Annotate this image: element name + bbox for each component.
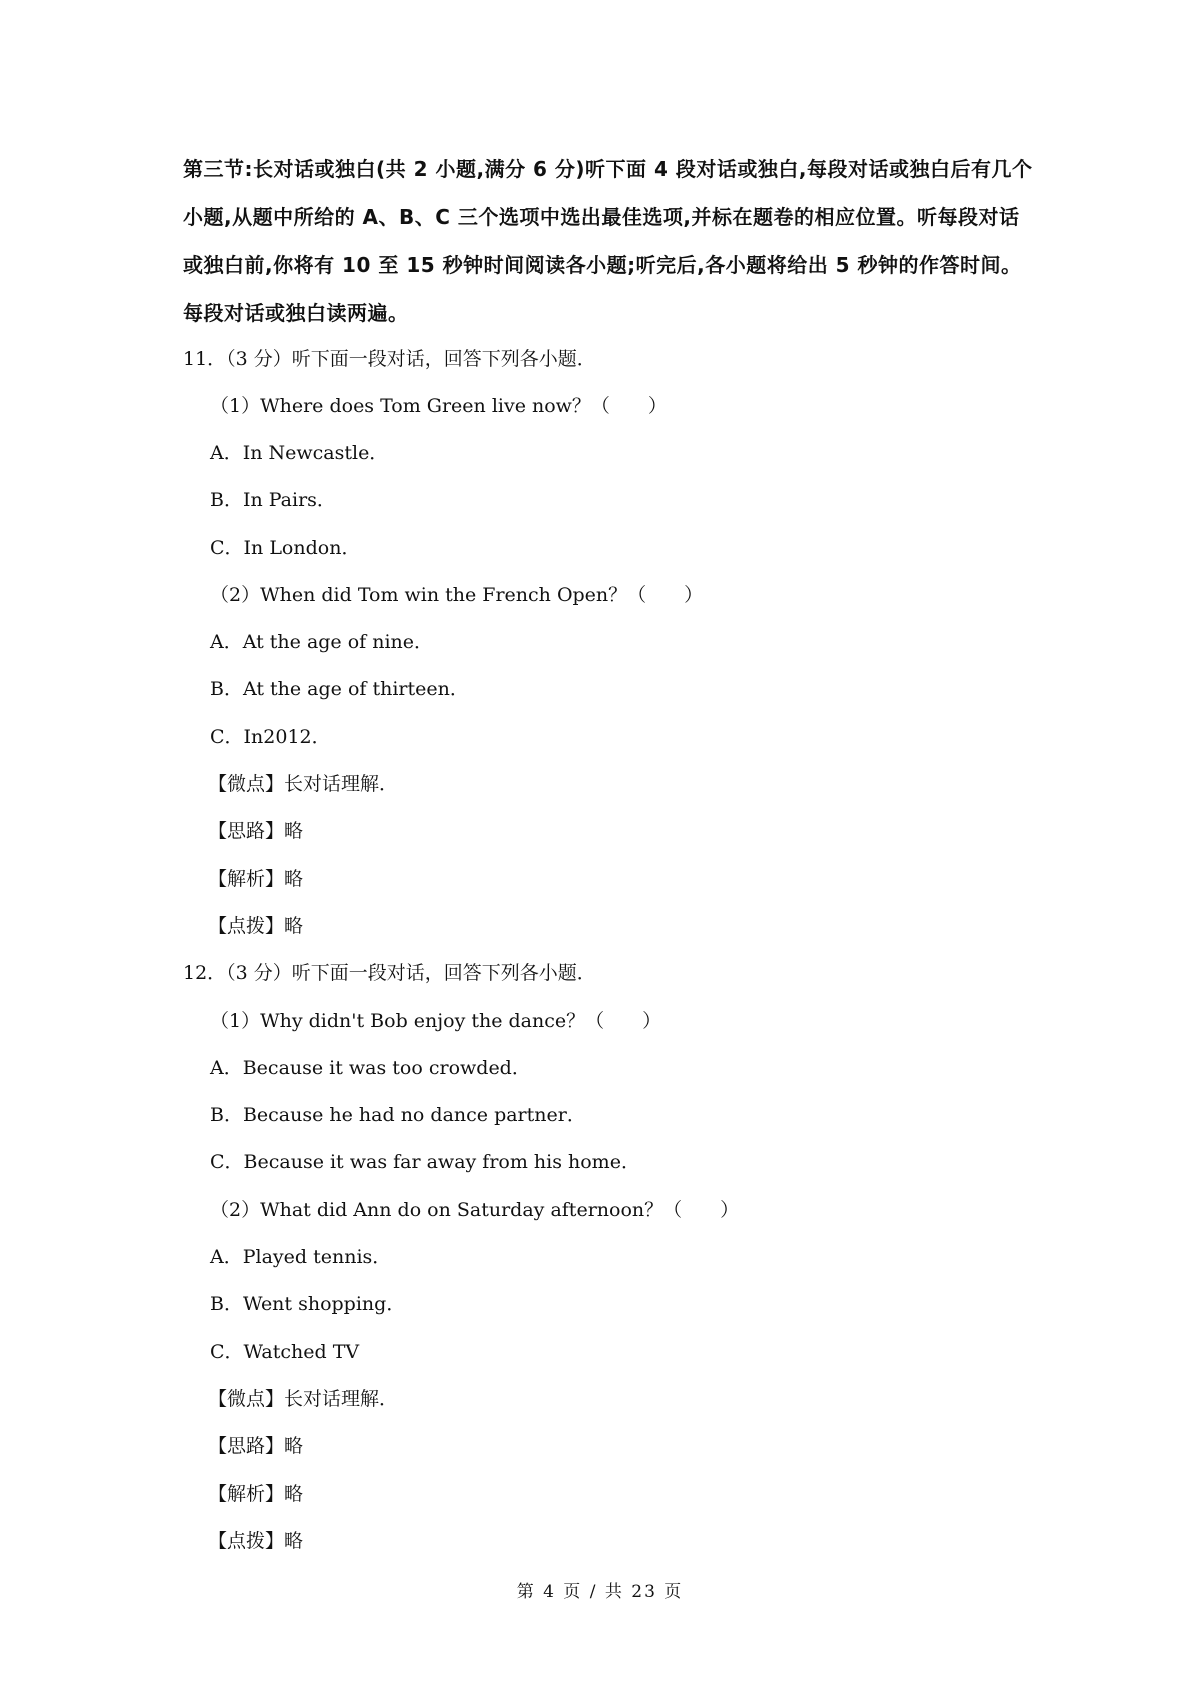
option-b: B．Because he had no dance partner．: [210, 1104, 586, 1126]
page-footer: 第 4 页 / 共 23 页: [516, 1582, 684, 1602]
note-tip: 【点拨】略: [208, 915, 304, 937]
sub-question-prompt: （1）Why didn't Bob enjoy the dance？（ ）: [210, 1010, 662, 1032]
note-micro-point: 【微点】长对话理解．: [208, 1388, 399, 1410]
option-a: A．At the age of nine．: [210, 631, 434, 653]
question-title: 11．（3 分）听下面一段对话，回答下列各小题．: [183, 348, 596, 370]
option-b: B．In Pairs．: [210, 489, 336, 511]
option-c: C．Watched TV: [210, 1341, 360, 1363]
sub-question-prompt: （2）When did Tom win the French Open？（ ）: [210, 584, 704, 606]
option-b: B．At the age of thirteen．: [210, 678, 469, 700]
option-a: A．Played tennis．: [210, 1246, 392, 1268]
option-a: A．Because it was too crowded．: [210, 1057, 531, 1079]
option-a: A．In Newcastle．: [210, 442, 389, 464]
note-analysis: 【解析】略: [208, 1483, 304, 1505]
option-c: C．In2012．: [210, 726, 331, 748]
option-c: C．In London．: [210, 537, 361, 559]
sub-question-prompt: （2）What did Ann do on Saturday afternoon？（ ）: [210, 1199, 740, 1221]
sub-question-prompt: （1）Where does Tom Green live now？（ ）: [210, 395, 667, 417]
note-approach: 【思路】略: [208, 820, 304, 842]
section-heading: 第三节:长对话或独白(共 2 小题,满分 6 分)听下面 4 段对话或独白,每段对话或独白后有几个小题,从题中所给的 A、B、C 三个选项中选出最佳选项,并标在题卷的相应位置。听每段对话或独白前,你将有 10 至 15 秒钟时间阅读各小题;听完后,各小题将给出 5 秒钟的作答时间。每段对话或独白读两遍。: [183, 157, 1033, 325]
question-title: 12．（3 分）听下面一段对话，回答下列各小题．: [183, 962, 596, 984]
note-analysis: 【解析】略: [208, 868, 304, 890]
note-tip: 【点拨】略: [208, 1530, 304, 1552]
note-micro-point: 【微点】长对话理解．: [208, 773, 399, 795]
option-b: B．Went shopping．: [210, 1293, 406, 1315]
note-approach: 【思路】略: [208, 1435, 304, 1457]
option-c: C．Because it was far away from his home．: [210, 1151, 640, 1173]
